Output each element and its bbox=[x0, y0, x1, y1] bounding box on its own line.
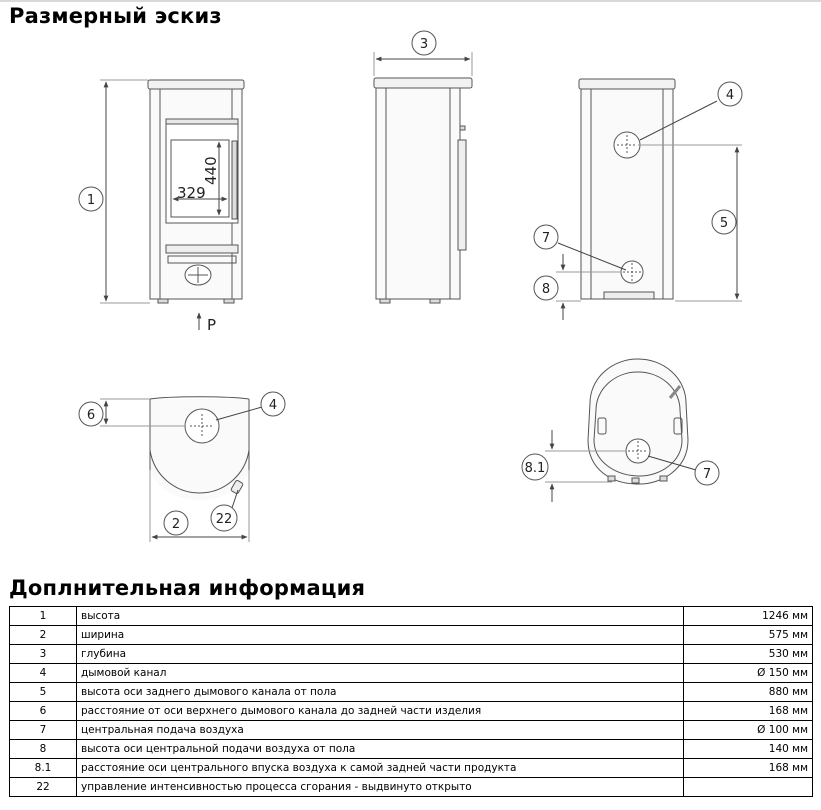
row-number: 7 bbox=[10, 721, 77, 740]
row-value: Ø 150 мм bbox=[684, 664, 813, 683]
callout-7-rear bbox=[534, 225, 558, 249]
row-value: 140 мм bbox=[684, 740, 813, 759]
bottom-view bbox=[545, 359, 696, 502]
row-number: 4 bbox=[10, 664, 77, 683]
row-value: 1246 мм bbox=[684, 607, 813, 626]
callout-2 bbox=[164, 511, 188, 535]
rear-view bbox=[556, 79, 742, 320]
callout-7-bottom bbox=[695, 461, 719, 485]
row-value bbox=[684, 778, 813, 797]
svg-text:3: 3 bbox=[419, 37, 429, 52]
side-view bbox=[374, 52, 472, 303]
row-description: центральная подача воздуха bbox=[77, 721, 684, 740]
svg-text:4: 4 bbox=[268, 398, 278, 413]
row-value: 530 мм bbox=[684, 645, 813, 664]
row-description: ширина bbox=[77, 626, 684, 645]
row-number: 8 bbox=[10, 740, 77, 759]
row-number: 5 bbox=[10, 683, 77, 702]
table-row bbox=[10, 683, 813, 702]
front-view bbox=[100, 80, 244, 303]
svg-text:5: 5 bbox=[719, 216, 729, 231]
view-arrow-p bbox=[199, 313, 216, 334]
row-value: 168 мм bbox=[684, 702, 813, 721]
callout-22 bbox=[211, 505, 237, 531]
row-description: высота оси центральной подачи воздуха от пола bbox=[77, 740, 684, 759]
row-description: управление интенсивностью процесса сгорания - выдвинуто открыто bbox=[77, 778, 684, 797]
table-row bbox=[10, 721, 813, 740]
table-row bbox=[10, 778, 813, 797]
door-width-label: 329 bbox=[177, 184, 206, 202]
row-number: 2 bbox=[10, 626, 77, 645]
section-title-sketch: Размерный эскиз bbox=[9, 4, 222, 28]
row-value: 168 мм bbox=[684, 759, 813, 778]
callout-8 bbox=[534, 276, 558, 300]
svg-text:7: 7 bbox=[702, 467, 712, 482]
row-description: глубина bbox=[77, 645, 684, 664]
svg-text:2: 2 bbox=[171, 517, 181, 532]
row-number: 8.1 bbox=[10, 759, 77, 778]
table-row bbox=[10, 664, 813, 683]
row-number: 22 bbox=[10, 778, 77, 797]
row-value: 880 мм bbox=[684, 683, 813, 702]
svg-text:7: 7 bbox=[541, 231, 551, 246]
row-description: расстояние от оси верхнего дымового канала до задней части изделия bbox=[77, 702, 684, 721]
table-row bbox=[10, 645, 813, 664]
table-row bbox=[10, 702, 813, 721]
table-row bbox=[10, 607, 813, 626]
table-row bbox=[10, 626, 813, 645]
svg-text:8.1: 8.1 bbox=[524, 461, 546, 476]
row-description: расстояние оси центрального впуска воздуха к самой задней части продукта bbox=[77, 759, 684, 778]
callout-6 bbox=[79, 402, 103, 426]
callout-4-rear bbox=[718, 82, 742, 106]
callout-1 bbox=[79, 187, 103, 211]
callout-3 bbox=[412, 31, 436, 55]
row-description: дымовой канал bbox=[77, 664, 684, 683]
table-row bbox=[10, 759, 813, 778]
row-number: 6 bbox=[10, 702, 77, 721]
table-row bbox=[10, 740, 813, 759]
row-value: 575 мм bbox=[684, 626, 813, 645]
row-description: высота оси заднего дымового канала от пола bbox=[77, 683, 684, 702]
row-number: 1 bbox=[10, 607, 77, 626]
callout-4-top bbox=[261, 392, 285, 416]
svg-text:1: 1 bbox=[86, 193, 96, 208]
info-table bbox=[9, 606, 813, 797]
callout-8-1 bbox=[522, 454, 548, 480]
section-title-info: Доплнительная информация bbox=[9, 576, 366, 600]
svg-text:P: P bbox=[207, 316, 217, 334]
svg-text:22: 22 bbox=[215, 512, 233, 527]
svg-text:6: 6 bbox=[86, 408, 96, 423]
row-value: Ø 100 мм bbox=[684, 721, 813, 740]
callout-5 bbox=[712, 210, 736, 234]
svg-text:8: 8 bbox=[541, 282, 551, 297]
door-height-label: 440 bbox=[202, 156, 220, 185]
svg-text:4: 4 bbox=[725, 88, 735, 103]
row-description: высота bbox=[77, 607, 684, 626]
row-number: 3 bbox=[10, 645, 77, 664]
